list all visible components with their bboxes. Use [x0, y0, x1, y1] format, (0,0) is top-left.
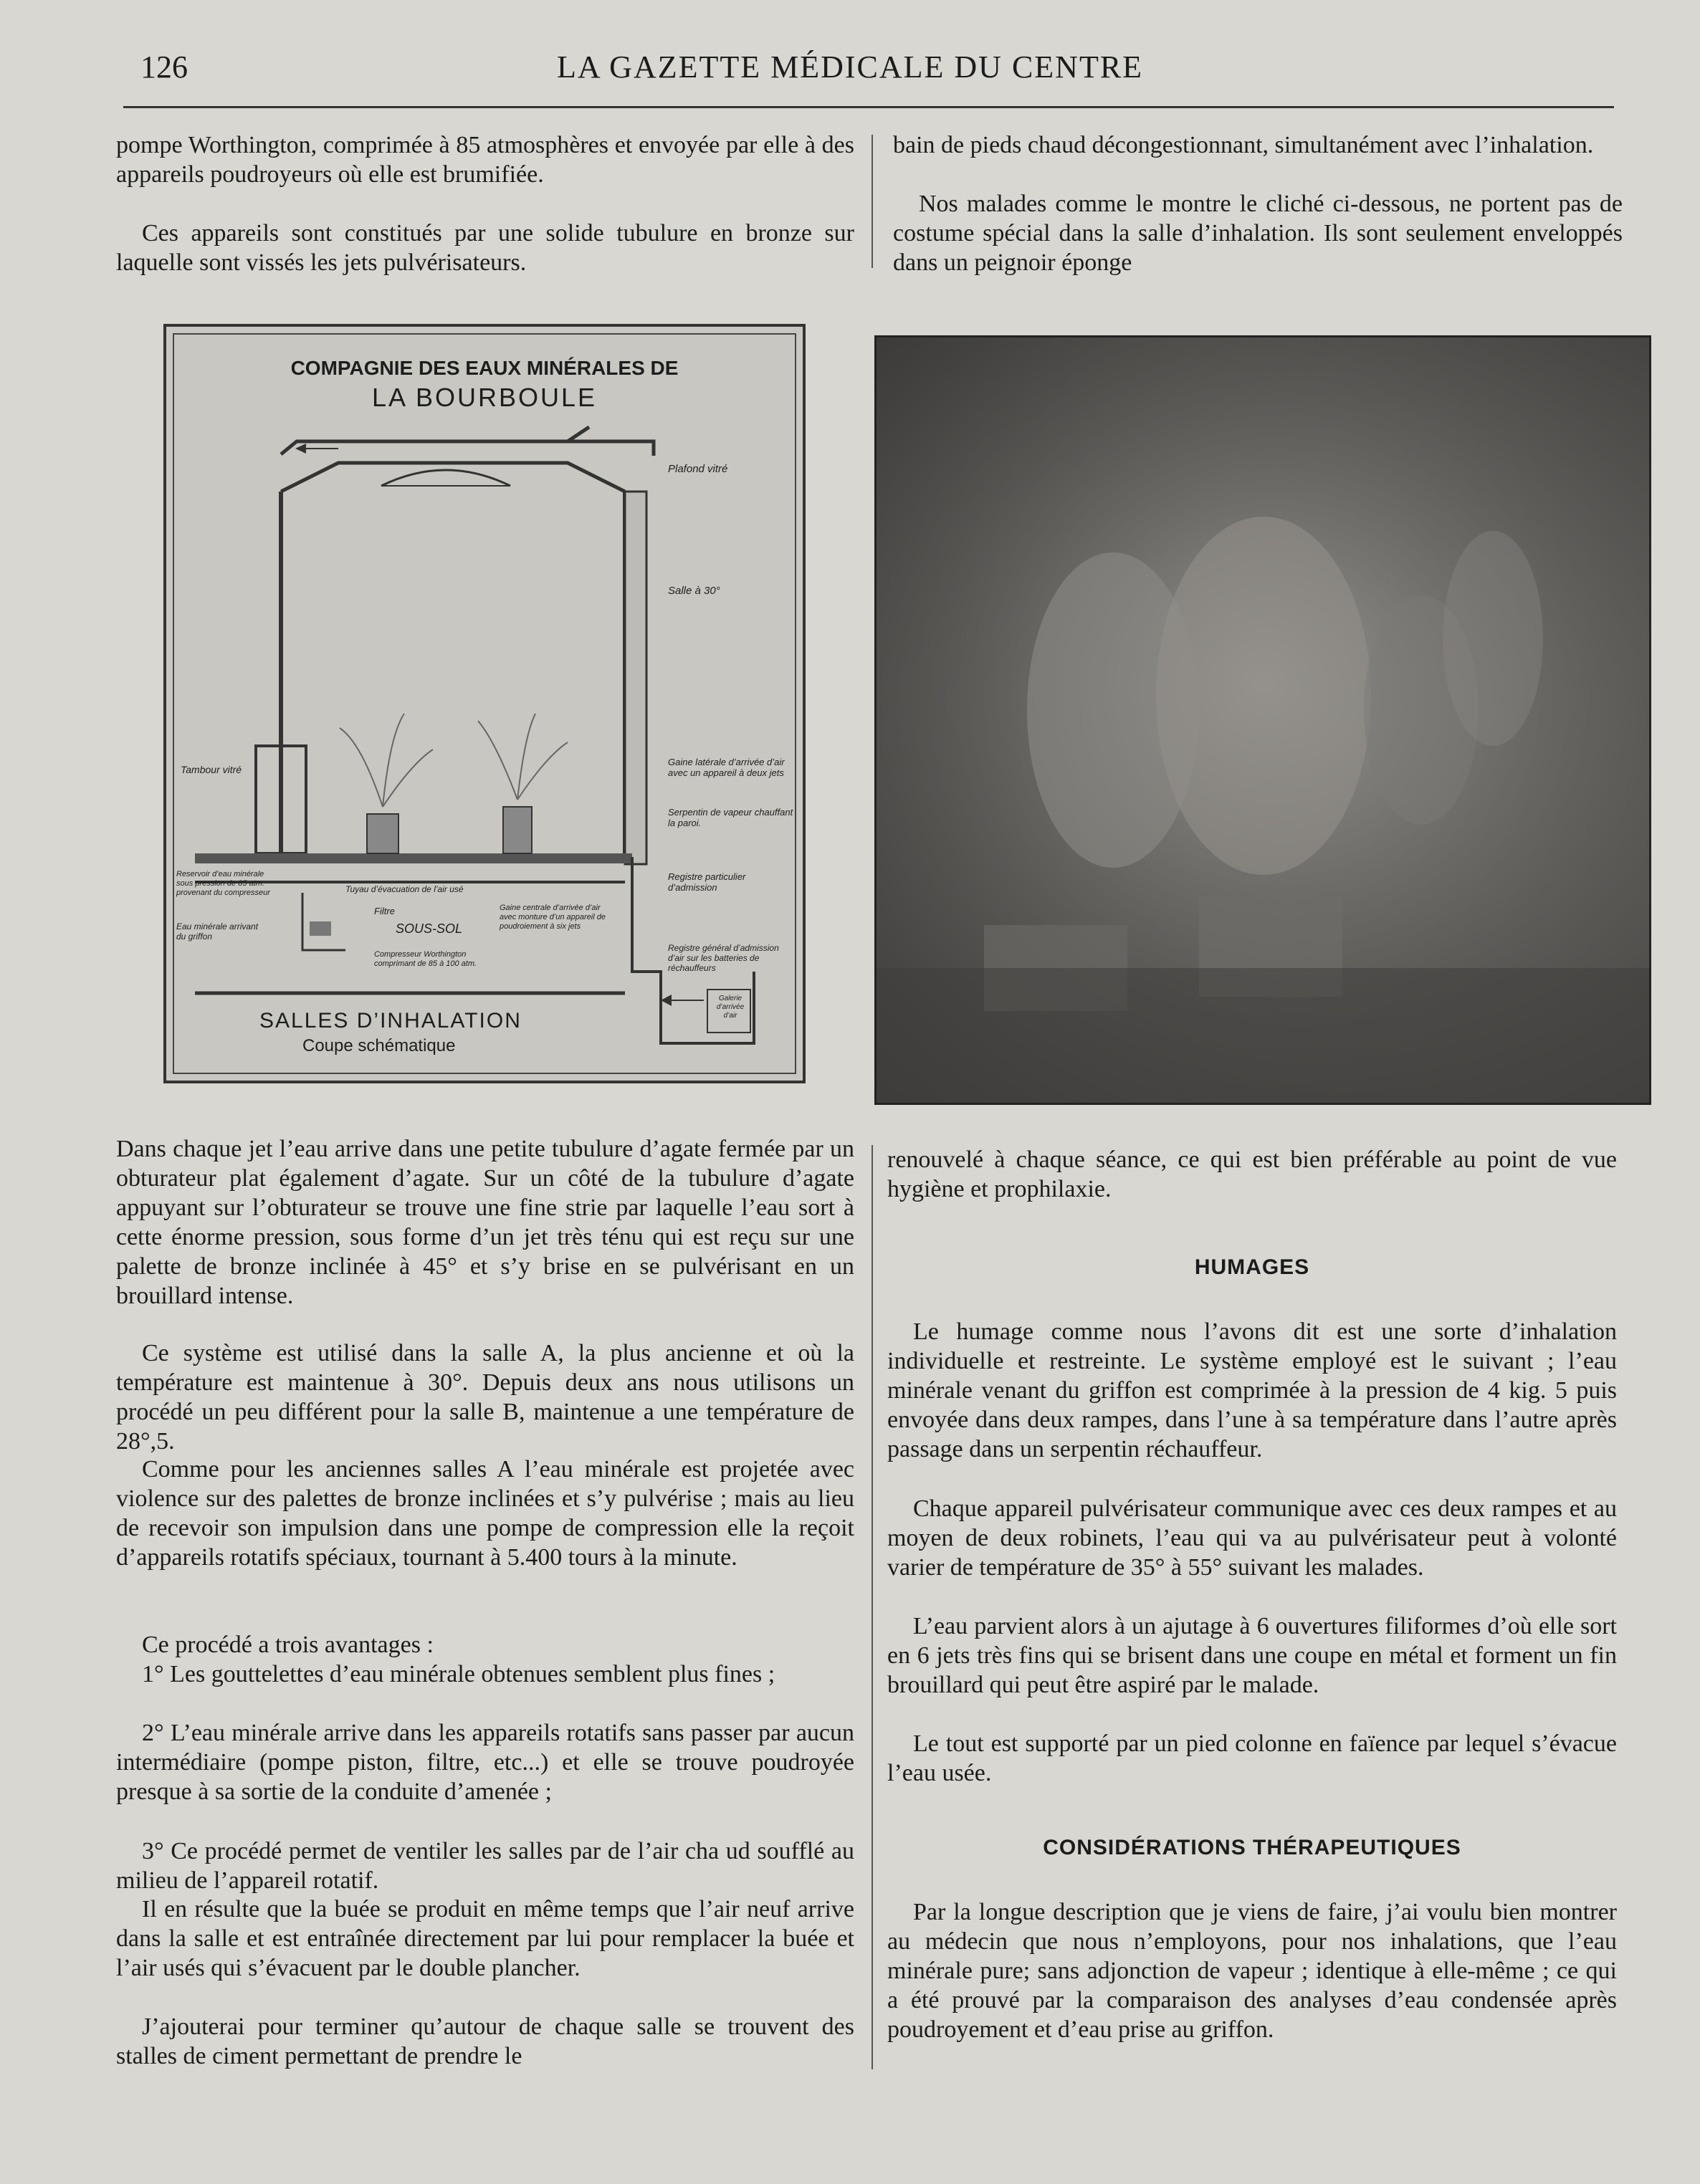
- paragraph: Ce système est utilisé dans la salle A, la plus ancienne et où la température est maintenue à 30°. Depuis deux ans nous utilisons un procédé un peu différent pour la salle B, maintenue a une température de 28°,5.: [116, 1340, 854, 1455]
- paragraph: renouvelé à chaque séance, ce qui est bien préférable au point de vue hygiène et prophilaxie.: [887, 1146, 1617, 1202]
- page-number: 126: [140, 49, 188, 85]
- diagram-company-line1: COMPAGNIE DES EAUX MINÉRALES DE: [290, 357, 679, 379]
- paragraph: 2° L’eau minérale arrive dans les appareils rotatifs sans passer par aucun intermédiaire (pompe piston, filtre, etc...) et elle se trouve poudroyée presque à sa sortie de la conduite d’amenée ;: [116, 1720, 854, 1805]
- column-divider-top: [872, 135, 873, 268]
- inhalation-room-photograph: [874, 335, 1651, 1105]
- paragraph: Le tout est supporté par un pied colonne en faïence par lequel s’évacue l’eau usée.: [887, 1730, 1617, 1786]
- paragraph: J’ajouterai pour terminer qu’autour de chaque salle se trouvent des stalles de ciment permettant de prendre le: [116, 2013, 854, 2069]
- diagram-label-registre-general: Registre général d’admission d’air sur les batteries de réchauffeurs: [668, 943, 779, 973]
- paragraph: Il en résulte que la buée se produit en même temps que l’air neuf arrive dans la salle et est entraînée directement par lui pour remplacer la buée et l’air usés qui s’évacuent par le double plancher.: [116, 1896, 854, 1981]
- diagram-label-plafond: Plafond vitré: [668, 463, 728, 475]
- diagram-label-salle: Salle à 30°: [668, 585, 720, 597]
- diagram-label-compresseur: Compresseur Worthington comprimant de 85 à 100 atm.: [374, 950, 477, 968]
- paragraph: Par la longue description que je viens de faire, j’ai voulu bien montrer au médecin que nous n’employons, pour nos inhalations, que l’eau minérale pure; sans adjonction de vapeur ; identique à elle-même ; ce qui a été prouvé par la comparaison des analyses d’eau condensée après poudroyement et d’eau prise au griffon.: [887, 1899, 1617, 2043]
- diagram-label-reservoir: Reservoir d’eau minérale sous pression de 85 atm. provenant du compresseur: [176, 870, 270, 897]
- paragraph: L’eau parvient alors à un ajutage à 6 ouvertures filiformes d’où elle sort en 6 jets très fins qui se brisent dans une coupe en métal et forment un fin brouillard qui peut être aspiré par le malade.: [887, 1613, 1617, 1698]
- diagram-label-serpentin: Serpentin de vapeur chauffant la paroi.: [668, 807, 793, 828]
- diagram-label-eau-minerale: Eau minérale arrivant du griffon: [176, 921, 259, 942]
- paragraph: Comme pour les anciennes salles A l’eau minérale est projetée avec violence sur des palettes de bronze inclinées et s’y pulvérise ; mais au lieu de recevoir son impulsion dans une pompe de compression elle la reçoit d’appareils rotatifs spéciaux, tournant à 5.400 tours à la minute.: [116, 1456, 854, 1571]
- paragraph: Le humage comme nous l’avons dit est une sorte d’inhalation individuelle et restreinte. Le système employé est le suivant ; l’eau minérale venant du griffon est comprimée à la pression de 4 kig. 5 puis envoyée dans deux rampes, dans l’une à sa température dans l’autre après passage dans un serpentin réchauffeur.: [887, 1318, 1617, 1462]
- paragraph: 1° Les gouttelettes d’eau minérale obtenues semblent plus fines ;: [142, 1661, 775, 1687]
- header-rule: [123, 106, 1614, 108]
- paragraph: Ce procédé a trois avantages :: [142, 1632, 434, 1658]
- paragraph: Nos malades comme le montre le cliché ci-dessous, ne portent pas de costume spécial dans la salle d’inhalation. Ils sont seulement enveloppés dans un peignoir éponge: [893, 191, 1623, 276]
- diagram-label-filtre: Filtre: [374, 906, 395, 916]
- diagram-label-galerie: Galerie d’arrivée d’air: [716, 995, 745, 1020]
- column-divider-bottom: [872, 1145, 873, 2069]
- diagram-caption-subtitle: Coupe schématique: [302, 1036, 456, 1055]
- paragraph: Chaque appareil pulvérisateur communique avec ces deux rampes et au moyen de deux robinets, l’eau qui va au pulvérisateur peut à volonté varier de température de 35° à 55° suivant les malades.: [887, 1495, 1617, 1581]
- paragraph: bain de pieds chaud décongestionnant, simultanément avec l’inhalation.: [893, 132, 1594, 158]
- diagram-label-gaine-centrale: Gaine centrale d’arrivée d’air avec monture d’un appareil de poudroiement à six jets: [500, 904, 606, 931]
- diagram-label-registre-particulier: Registre particulier d’admission: [668, 871, 746, 893]
- paragraph: pompe Worthington, comprimée à 85 atmosphères et envoyée par elle à des appareils poudroyeurs où elle est brumifiée.: [116, 132, 854, 188]
- photo-scene: [877, 337, 1649, 1103]
- inhalation-room-diagram: [163, 324, 806, 1083]
- diagram-label-tambour: Tambour vitré: [181, 764, 242, 775]
- diagram-caption-title: SALLES D’INHALATION: [259, 1009, 522, 1033]
- section-heading-considerations: CONSIDÉRATIONS THÉRAPEUTIQUES: [1043, 1836, 1461, 1859]
- journal-title: LA GAZETTE MÉDICALE DU CENTRE: [556, 49, 1144, 85]
- diagram-company-line2: LA BOURBOULE: [371, 383, 598, 412]
- page-header: [0, 42, 1700, 92]
- diagram-label-tuyau: Tuyau d’évacuation de l’air usé: [345, 884, 464, 894]
- section-heading-humages: HUMAGES: [1194, 1255, 1310, 1279]
- paragraph: Ces appareils sont constitués par une solide tubulure en bronze sur laquelle sont vissés les jets pulvérisateurs.: [116, 220, 854, 276]
- paragraph: 3° Ce procédé permet de ventiler les salles par de l’air cha ud soufflé au milieu de l’appareil rotatif.: [116, 1838, 854, 1894]
- diagram-label-sous-sol: SOUS-SOL: [396, 921, 463, 936]
- paragraph: Dans chaque jet l’eau arrive dans une petite tubulure d’agate fermée par un obturateur plat également d’agate. Sur un côté de la tubulure d’agate appuyant sur l’obturateur se trouve une fine strie par laquelle l’eau sort à cette énorme pression, sous forme d’un jet très ténu qui est reçu sur une palette de bronze inclinée à 45° et s’y brise en se pulvérisant en un brouillard intense.: [116, 1136, 854, 1309]
- diagram-label-gaine-laterale: Gaine latérale d’arrivée d’air avec un appareil à deux jets: [668, 757, 785, 778]
